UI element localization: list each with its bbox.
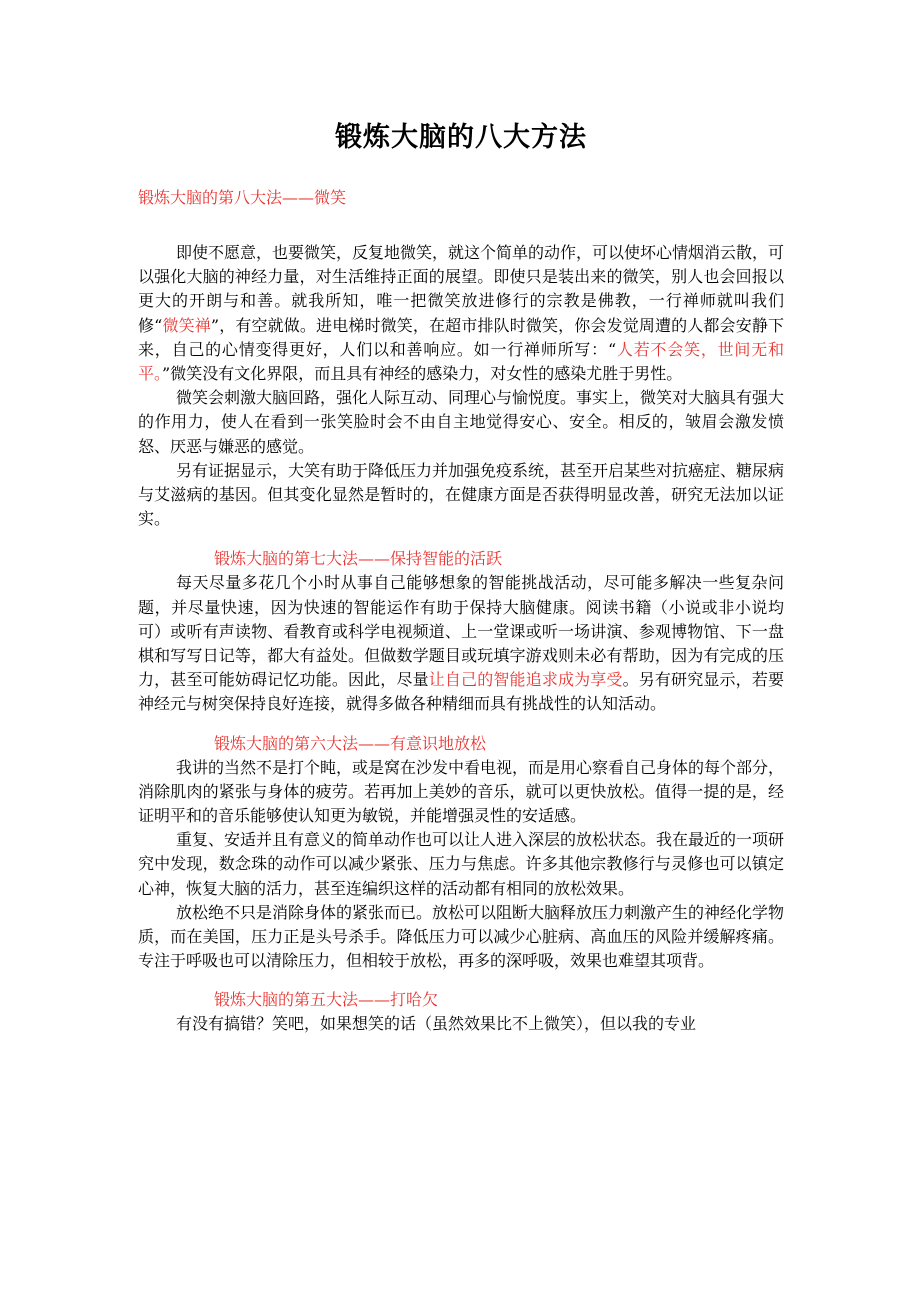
paragraph-relax-3: 放松绝不只是消除身体的紧张而已。放松可以阻断大脑释放压力刺激产生的神经化学物质，而在美国，压力正是头号杀手。降低压力可以减少心脏病、高血压的风险并缓解疼痛。专注于呼吸也可以清除压力，但相较于放松，再多的深呼吸，效果也难望其项背。	[138, 902, 785, 971]
paragraph-active-mind-1: 每天尽量多花几个小时从事自己能够想象的智能挑战活动，尽可能多解决一些复杂问题，并尽量快速，因为快速的智能运作有助于保持大脑健康。阅读书籍（小说或非小说均可）或听有声读物、看教育或科学电视频道、上一堂课或听一场讲演、参观博物馆、下一盘棋和写写日记等，都大有益处。但做数学题目或玩填字游戏则未必有帮助，因为有完成的压力，甚至可能妨碍记忆功能。因此，尽量让自己的智能追求成为享受。另有研究显示，若要神经元与树突保持良好连接，就得多做各种精细而具有挑战性的认知活动。	[138, 573, 784, 714]
highlight-peace-quote: 人若不会笑，世间无和平。	[138, 339, 784, 384]
highlight-enjoy-intellect: 让自己的智能追求成为享受	[428, 670, 623, 690]
document-title: 锻炼大脑的八大方法	[335, 122, 587, 153]
paragraph-relax-1: 我讲的当然不是打个盹，或是窝在沙发中看电视，而是用心察看自己身体的每个部分，消除肌肉的紧张与身体的疲劳。若再加上美妙的音乐，就可以更快放松。值得一提的是，经证明平和的音乐能够使认知更为敏锐，并能增强灵性的安适感。	[138, 757, 785, 826]
paragraph-smile-3: 另有证据显示，大笑有助于降低压力并加强免疫系统，甚至开启某些对抗癌症、糖尿病与艾滋病的基因。但其变化显然是暂时的，在健康方面是否获得明显改善，研究无法加以证实。	[138, 460, 785, 529]
paragraph-smile-2: 微笑会刺激大脑回路，强化人际互动、同理心与愉悦度。事实上，微笑对大脑具有强大的作用力，使人在看到一张笑脸时会不由自主地觉得安心、安全。相反的，皱眉会激发愤怒、厌恶与嫌恶的感觉。	[138, 388, 785, 456]
paragraph-smile-1: 即使不愿意，也要微笑，反复地微笑，就这个简单的动作，可以使坏心情烟消云散，可以强化大脑的神经力量，对生活维持正面的展望。即使只是装出来的微笑，别人也会回报以更大的开朗与和善。就我所知，唯一把微笑放进修行的宗教是佛教，一行禅师就叫我们修“微笑禅”，有空就做。进电梯时微笑，在超市排队时微笑，你会发觉周遭的人都会安静下来，自己的心情变得更好，人们以和善响应。如一行禅师所写：“人若不会笑，世间无和平。”微笑没有文化界限，而且具有神经的感染力，对女性的感染尤胜于男性。	[138, 243, 785, 384]
highlight-smile-zen: 微笑禅	[162, 315, 211, 335]
document-page	[138, 0, 784, 1037]
section-heading-active-mind: 锻炼大脑的第七大法——保持智能的活跃	[214, 549, 503, 569]
paragraph-yawn-1: 有没有搞错？笑吧，如果想笑的话（虽然效果比不上微笑），但以我的专业	[176, 1014, 697, 1034]
paragraph-relax-2: 重复、安适并且有意义的简单动作也可以让人进入深层的放松状态。我在最近的一项研究中发现，数念珠的动作可以减少紧张、压力与焦虑。许多其他宗教修行与灵修也可以镇定心神，恢复大脑的活力，甚至连编织这样的活动都有相同的放松效果。	[138, 830, 785, 898]
section-heading-yawn: 锻炼大脑的第五大法——打哈欠	[214, 990, 439, 1010]
section-heading-smile: 锻炼大脑的第八大法——微笑	[138, 188, 347, 207]
section-heading-relax: 锻炼大脑的第六大法——有意识地放松	[214, 733, 487, 753]
